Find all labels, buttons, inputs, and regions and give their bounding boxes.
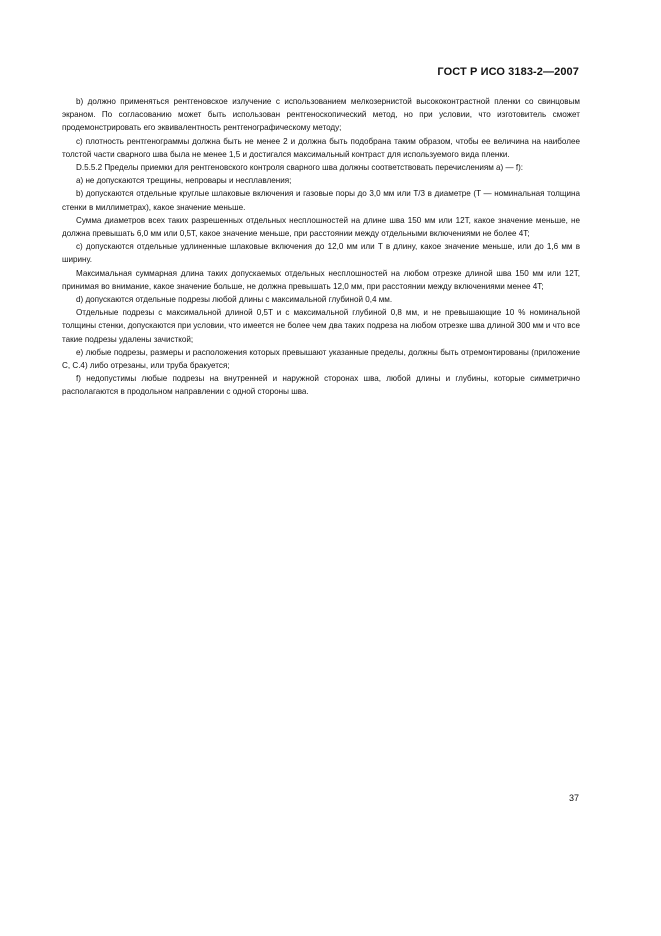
paragraph: d) допускаются отдельные подрезы любой длины с максимальной глубиной 0,4 мм.	[76, 295, 393, 305]
paragraph: a) не допускаются трещины, непровары и несплавления;	[76, 176, 292, 186]
paragraph: b) допускаются отдельные круглые шлаковые включения и газовые поры до 3,0 мм или T/3 в диаметре (T — номинальная толщина стенки в миллиметрах), какое значение меньше.	[62, 189, 580, 212]
paragraph: c) допускаются отдельные удлиненные шлаковые включения до 12,0 мм или T в длину, какое значение меньше, или до 1,6 мм в ширину.	[62, 242, 580, 265]
paragraph: f) недопустимы любые подрезы на внутренней и наружной сторонах шва, любой длины и глубины, которые симметрично располагаются в продольном направлении с одной стороны шва.	[62, 374, 580, 397]
paragraph: D.5.5.2 Пределы приемки для рентгеновского контроля сварного шва должны соответствовать перечислениям a) — f):	[76, 163, 524, 173]
paragraph: b) должно применяться рентгеновское излучение с использованием мелкозернистой высококонтрастной пленки со свинцовым экраном. По согласованию может быть использован рентгеноскопический метод, но при условии, что изготовитель сможет продемонстрировать его эквивалентность рентгенографическому методу;	[62, 97, 580, 133]
document-body	[62, 95, 580, 399]
paragraph: Сумма диаметров всех таких разрешенных отдельных несплошностей на длине шва 150 мм или 12T, какое значение меньше, не должна превышать 6,0 мм или 0,5T, какое значение меньше, при расстоянии между отдельными включениями не более 4T;	[62, 215, 580, 239]
page-number: 37	[568, 793, 579, 803]
document-header: ГОСТ Р ИСО 3183-2—2007	[437, 66, 579, 78]
paragraph: c) плотность рентгенограммы должна быть не менее 2 и должна быть подобрана таким образом, чтобы ее величина на наиболее толстой части сварного шва была не менее 1,5 и достигался максимальный контраст для используемого вида пленки.	[62, 136, 580, 159]
paragraph: Максимальная суммарная длина таких допускаемых отдельных несплошностей на любом отрезке длиной шва 150 мм или 12T, принимая во внимание, какое значение больше, не должна превышать 12,0 мм, при расстоянии между включениями менее 4T;	[62, 268, 580, 291]
paragraph: e) любые подрезы, размеры и расположения которых превышают указанные пределы, должны быть отремонтированы (приложение C, C.4) либо отрезаны, или труба бракуется;	[62, 347, 580, 371]
paragraph: Отдельные подрезы с максимальной длиной 0,5T и с максимальной глубиной 0,8 мм, и не превышающие 10 % номинальной толщины стенки, допускаются при условии, что имеется не более чем два таких подреза на любом отрезке шва длиной 300 мм и что все такие подрезы удалены зачисткой;	[62, 308, 580, 344]
